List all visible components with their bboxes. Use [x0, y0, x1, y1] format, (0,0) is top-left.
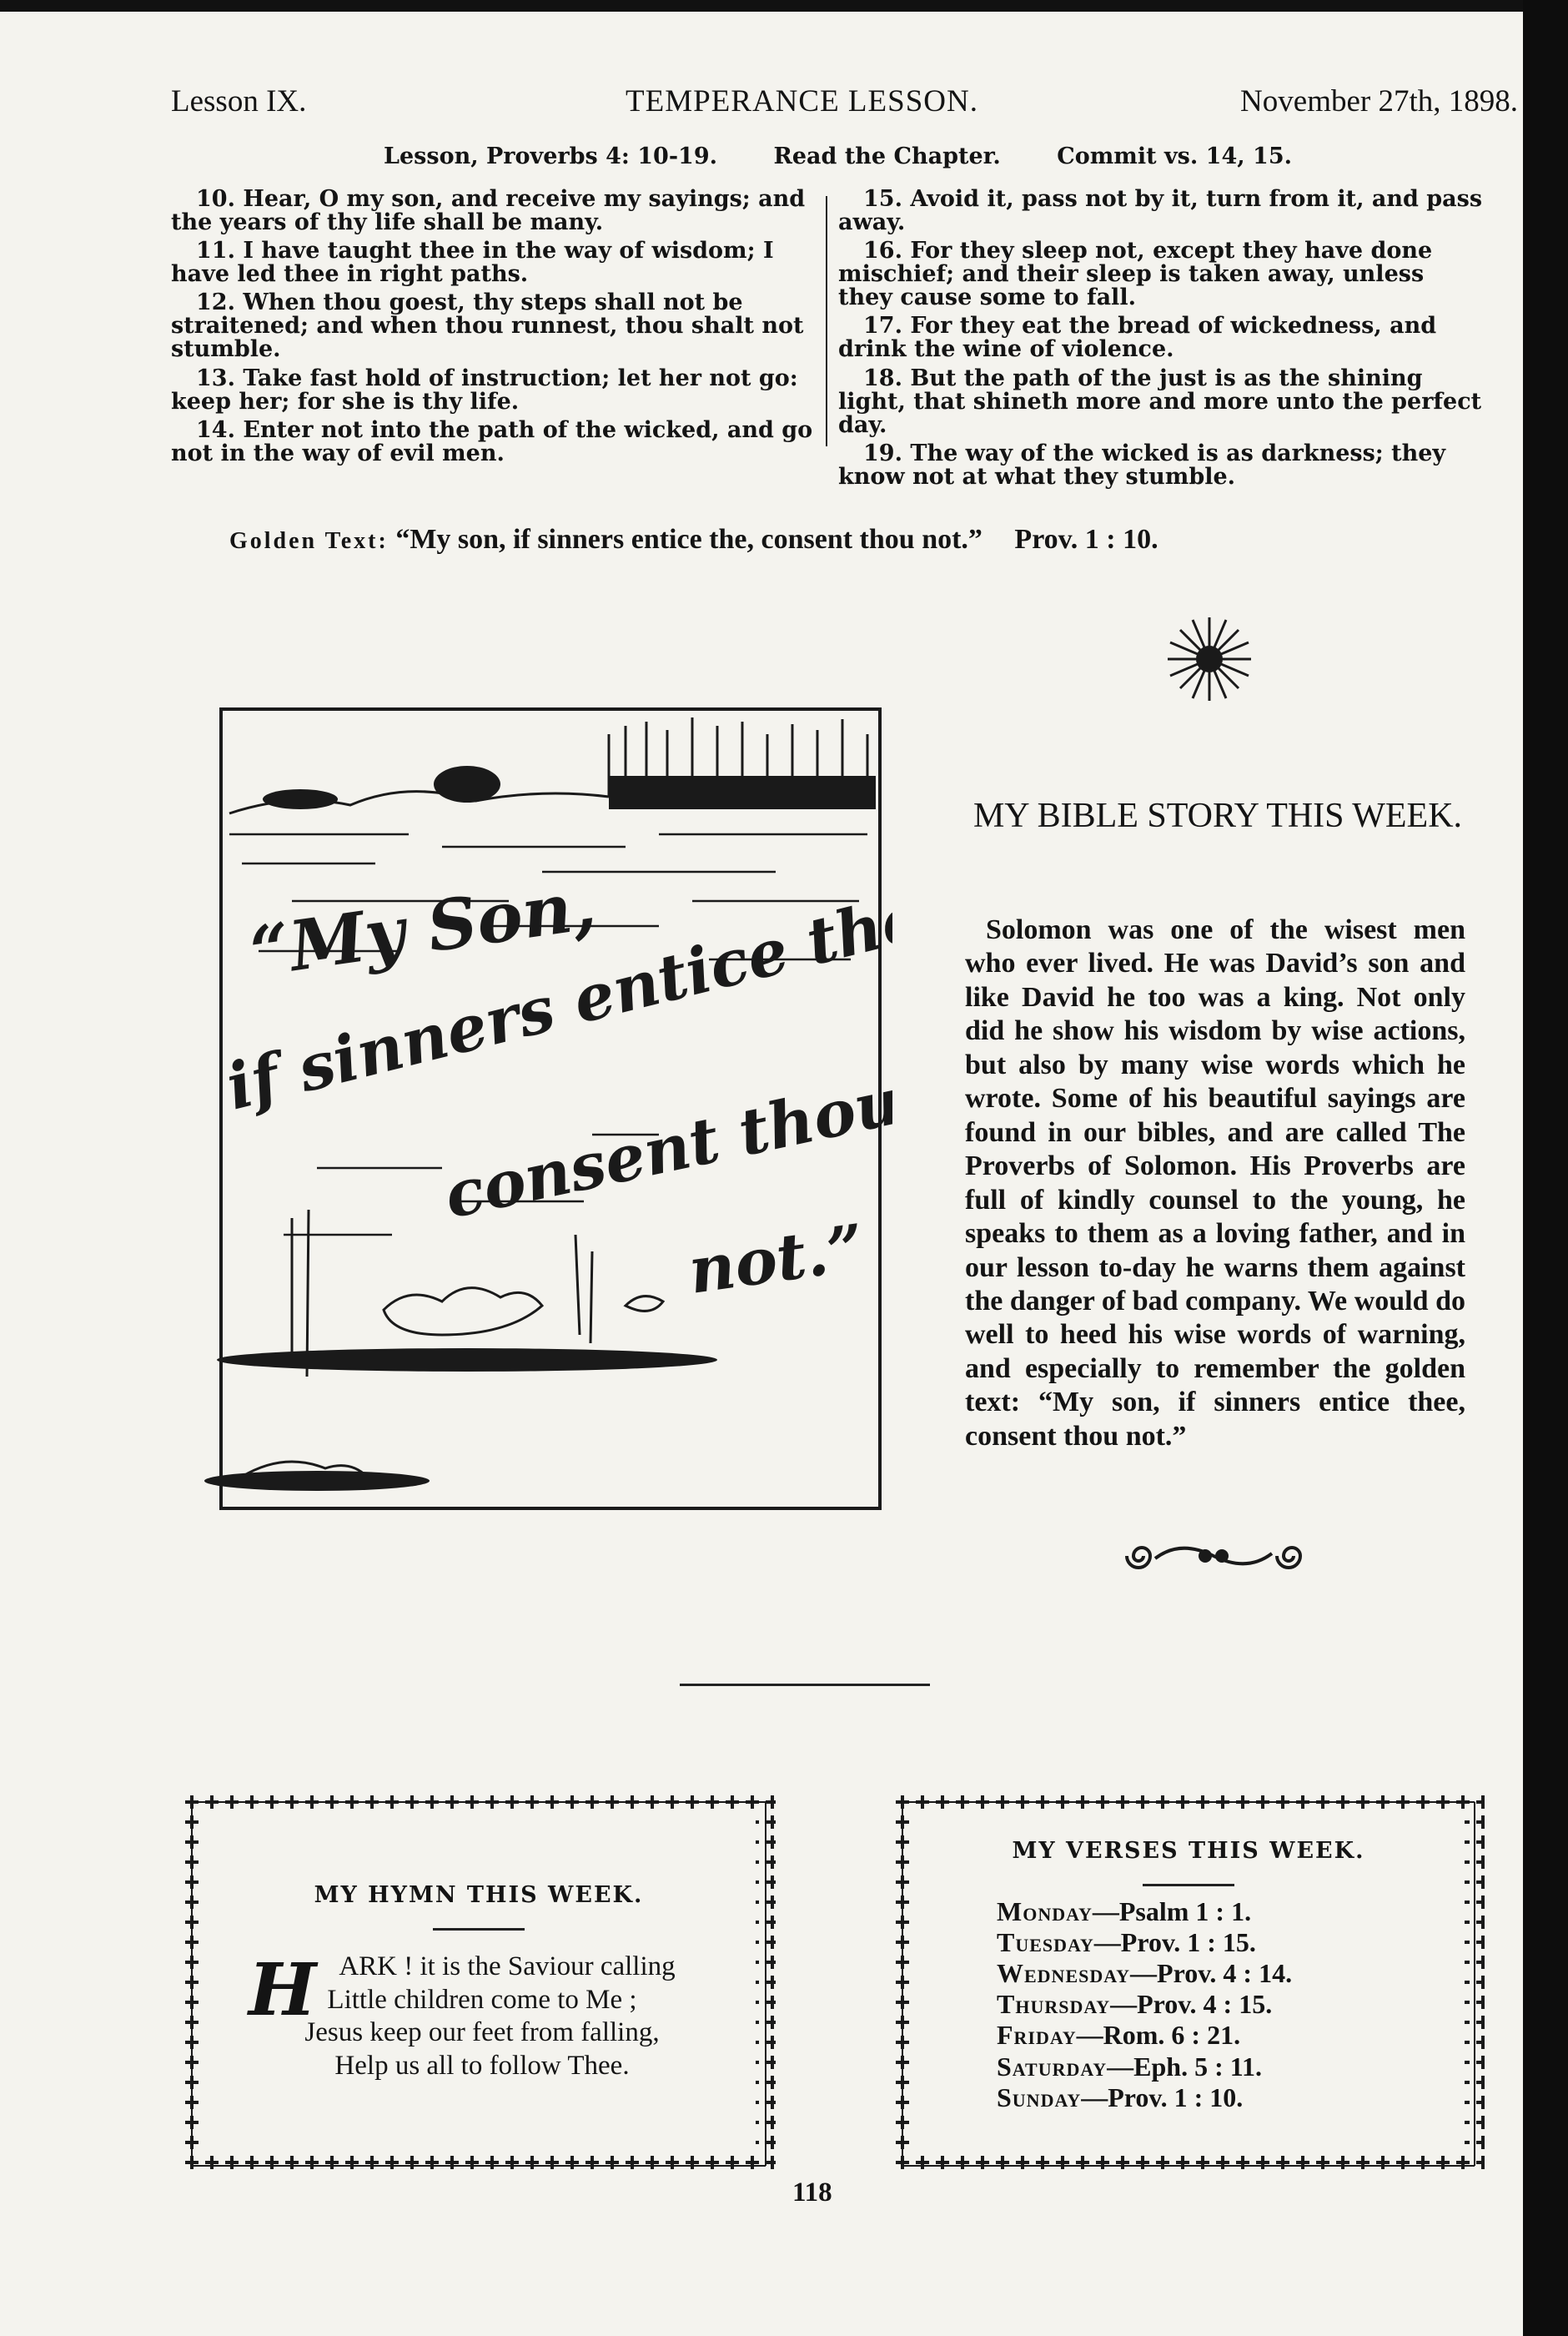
hymn-line: Help us all to follow Thee. [334, 2050, 630, 2081]
column-divider [826, 196, 827, 446]
verse-day-row [997, 2082, 1464, 2113]
verse-day-row [997, 1896, 1464, 1927]
lesson-subheader [384, 143, 1340, 169]
read-instruction: Read the Chapter. [773, 143, 1001, 169]
hymn-line: ARK ! it is the Saviour calling [339, 1951, 676, 1981]
verse-reference: —Prov. 1 : 15. [1093, 1927, 1256, 1958]
golden-text-quote: “My son, if sinners entice the, consent thou not.” [395, 524, 983, 555]
verse-day-row [997, 1958, 1464, 1989]
day-name: Thursday [997, 1989, 1111, 2020]
verses-week-title: MY VERSES THIS WEEK. [1012, 1838, 1365, 1864]
verse: 12. When thou goest, thy steps shall not be straitened; and when thou runnest, thou shalt not stumble. [171, 289, 804, 363]
page-number: 118 [792, 2177, 832, 2208]
day-name: Tuesday [997, 1927, 1094, 1958]
verse: 11. I have taught thee in the way of wisdom; I have led thee in right paths. [171, 238, 774, 288]
illustration-line-3: consent thou [438, 1063, 892, 1233]
verse-reference: —Prov. 4 : 14. [1130, 1958, 1293, 1989]
commit-instruction: Commit vs. 14, 15. [1057, 143, 1293, 169]
lesson-number: Lesson IX. [171, 84, 307, 118]
verse: 19. The way of the wicked is as darkness; they know not at what they stumble. [838, 440, 1446, 490]
verse: 15. Avoid it, pass not by it, turn from it, and pass away. [838, 186, 1483, 236]
bible-story-title: MY BIBLE STORY THIS WEEK. [972, 797, 1463, 835]
verses-week-title-rule [1143, 1884, 1234, 1886]
hymn-verse [232, 1948, 732, 2082]
verse-day-row [997, 2020, 1464, 2051]
sunburst-ornament-icon [1163, 613, 1255, 705]
verses-right-column [838, 188, 1485, 494]
hymn-title: MY HYMN THIS WEEK. [314, 1882, 644, 1908]
bible-story-text: Solomon was one of the wisest men who ever lived. He was David’s son and like David he too was a king. Not only did he show his wisdom by wise actions, but also by many wise words which he wrote. Some of his beautiful sayings are found in our bibles, and are called The Proverbs of Solomon. His Proverbs are full of kindly counsel to the young, he speaks to them as a loving father, and in our lesson to-day he warns them against the danger of bad company. We would do well to heed his wise words of warning, and especially to remember the golden text: “My son, if sinners entice thee, consent thou not.” [965, 914, 1465, 1452]
day-name: Wednesday [997, 1958, 1131, 1989]
verse-reference: —Prov. 4 : 15. [1110, 1989, 1273, 2020]
verse-reference: —Rom. 6 : 21. [1076, 2020, 1241, 2051]
lesson-title: TEMPERANCE LESSON. [626, 84, 978, 118]
section-divider [680, 1684, 930, 1686]
day-name: Sunday [997, 2082, 1082, 2112]
scan-edge-top [0, 0, 1568, 12]
hymn-title-rule [433, 1928, 525, 1931]
verses-week-box [892, 1792, 1485, 2176]
day-name: Saturday [997, 2051, 1108, 2082]
hymn-drop-cap: H [249, 1948, 317, 2032]
hymn-line: Jesus keep our feet from falling, [304, 2017, 660, 2048]
lily-pond-illustration [192, 701, 892, 1560]
golden-text-label: Golden Text: [229, 528, 389, 554]
lesson-reference: Lesson, Proverbs 4: 10-19. [384, 143, 718, 169]
hymn-line: Little children come to Me ; [327, 1984, 637, 2015]
pond-scene-drawing [192, 701, 892, 1560]
scroll-ornament-icon [1113, 1535, 1314, 1577]
illustration-line-4: not.” [684, 1210, 869, 1308]
illustration-line-1: “My Son, [245, 864, 601, 993]
verse-day-row [997, 1927, 1464, 1958]
verses-week-list [997, 1896, 1464, 2113]
verse-reference: —Eph. 5 : 11. [1107, 2051, 1262, 2082]
illustration-line-2: if sinners entice thee, [219, 864, 892, 1125]
verse: 18. But the path of the just is as the shining light, that shineth more and more unto the perfect day. [838, 365, 1482, 438]
verse: 17. For they eat the bread of wickedness, and drink the wine of violence. [838, 313, 1437, 363]
day-name: Monday [997, 1896, 1093, 1926]
verse-day-row [997, 1989, 1464, 2020]
hymn-box [182, 1792, 776, 2176]
golden-text [229, 524, 1158, 556]
lesson-date: November 27th, 1898. [1240, 84, 1518, 118]
verse: 13. Take fast hold of instruction; let her not go: keep her; for she is thy life. [171, 365, 798, 415]
verse: 10. Hear, O my son, and receive my sayings; and the years of thy life shall be many. [171, 186, 806, 236]
verse-reference: —Prov. 1 : 10. [1081, 2082, 1244, 2112]
golden-text-reference: Prov. 1 : 10. [1014, 524, 1158, 555]
scan-edge-right [1523, 0, 1568, 2336]
verse-day-row [997, 2052, 1464, 2082]
page-header [171, 83, 1518, 133]
day-name: Friday [997, 2020, 1077, 2051]
bible-story-body [965, 914, 1465, 1453]
verses-left-column [171, 188, 817, 471]
verse: 14. Enter not into the path of the wicked, and go not in the way of evil men. [171, 416, 813, 466]
verse-reference: —Psalm 1 : 1. [1092, 1896, 1252, 1926]
verse: 16. For they sleep not, except they have done mischief; and their sleep is taken away, unless they cause some to fall. [838, 238, 1433, 311]
